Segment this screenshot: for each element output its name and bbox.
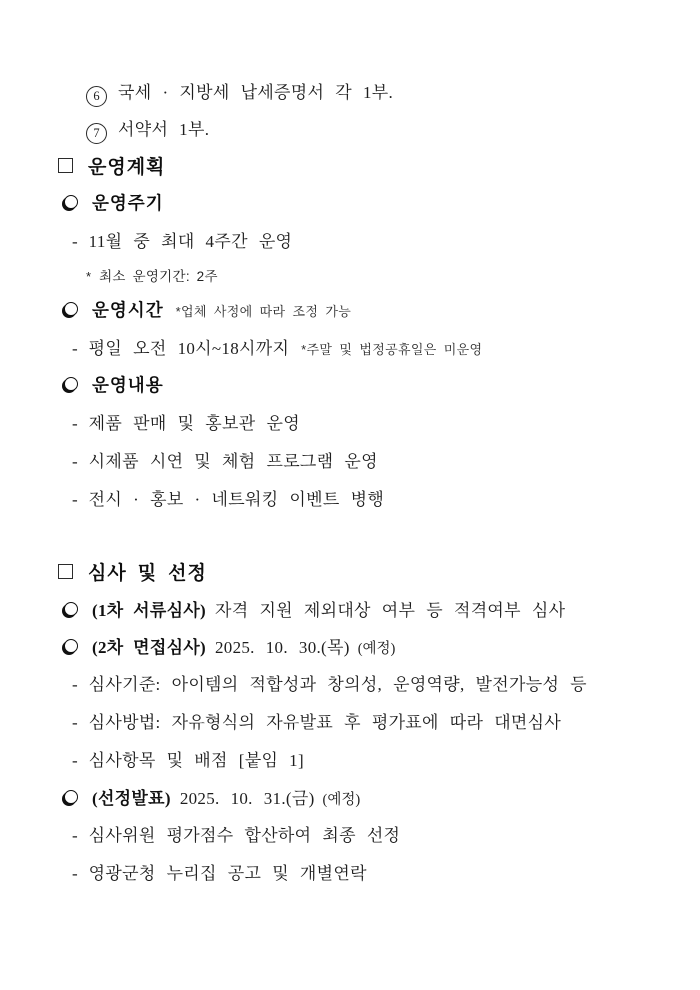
- line-text: 심사위원 평가점수 합산하여 최종 선정: [88, 826, 401, 845]
- subsection-title: 운영시간: [92, 300, 164, 320]
- doc-line-circled: [58, 115, 664, 142]
- item-suffix: (예정): [357, 641, 396, 657]
- doc-line-dash: [58, 447, 664, 472]
- line-text: 서약서 1부.: [118, 120, 210, 139]
- dash-bullet: -: [72, 864, 78, 883]
- subsection-title: 운영주기: [92, 193, 164, 213]
- dash-bullet: -: [72, 490, 78, 509]
- doc-line-dash: [58, 746, 664, 771]
- square-bullet-icon: [58, 564, 73, 579]
- line-text: 2025. 10. 30.(목): [214, 638, 350, 657]
- doc-line-section: [58, 152, 664, 179]
- doc-line-sub: [58, 190, 664, 215]
- dash-bullet: -: [72, 414, 78, 433]
- doc-line-dash: [58, 409, 664, 434]
- dash-bullet: -: [72, 826, 78, 845]
- doc-line-sub: [58, 372, 664, 397]
- doc-line-dash: [58, 821, 664, 846]
- line-text: 평일 오전 10시~18시까지: [88, 339, 290, 358]
- line-text: 시제품 시연 및 체험 프로그램 운영: [88, 452, 378, 471]
- circle-bullet-icon: [64, 377, 78, 391]
- circle-bullet-icon: [64, 302, 78, 316]
- doc-line-circled: [58, 78, 664, 105]
- dash-bullet: -: [72, 713, 78, 732]
- line-text: 2025. 10. 31.(금): [179, 789, 315, 808]
- line-text: 자격 지원 제외대상 여부 등 적격여부 심사: [214, 601, 566, 620]
- doc-line-dash: [58, 670, 664, 695]
- footnote-text: 최소 운영기간: 2주: [99, 269, 218, 284]
- asterisk-marker: *: [86, 269, 92, 284]
- doc-line-section: [58, 558, 664, 585]
- doc-line-sub: [58, 297, 664, 322]
- doc-line-subitem: [58, 633, 664, 658]
- item-label: (1차 서류심사): [92, 601, 206, 620]
- circle-bullet-icon: [64, 602, 78, 616]
- dash-bullet: -: [72, 675, 78, 694]
- line-text: 국세 · 지방세 납세증명서 각 1부.: [118, 83, 394, 102]
- line-text: 제품 판매 및 홍보관 운영: [88, 414, 300, 433]
- dash-bullet: -: [72, 452, 78, 471]
- dash-bullet: -: [72, 751, 78, 770]
- doc-line-dash: [58, 859, 664, 884]
- line-text: 심사기준: 아이템의 적합성과 창의성, 운영역량, 발전가능성 등: [88, 675, 587, 694]
- circle-bullet-icon: [64, 639, 78, 653]
- line-text: 심사항목 및 배점 [붙임 1]: [88, 751, 304, 770]
- dash-bullet: -: [72, 232, 78, 251]
- circle-bullet-icon: [64, 195, 78, 209]
- doc-line-subitem: [58, 596, 664, 621]
- circled-number-marker: 7: [86, 123, 107, 144]
- section-title: 심사 및 선정: [88, 563, 207, 584]
- circled-number-marker: 6: [86, 86, 107, 107]
- section-title: 운영계획: [88, 157, 166, 178]
- circle-bullet-icon: [64, 790, 78, 804]
- doc-line-note: [58, 265, 664, 285]
- doc-line-dash: [58, 485, 664, 510]
- inline-footnote: *업체 사정에 따라 조정 가능: [175, 304, 352, 319]
- doc-line-dash: [58, 708, 664, 733]
- line-text: 심사방법: 자유형식의 자유발표 후 평가표에 따라 대면심사: [88, 713, 562, 732]
- doc-line-subitem: [58, 784, 664, 809]
- item-suffix: (예정): [322, 792, 361, 808]
- item-label: (2차 면접심사): [92, 638, 206, 657]
- doc-line-dash: [58, 334, 664, 359]
- line-text: 영광군청 누리집 공고 및 개별연락: [88, 864, 367, 883]
- line-text: 11월 중 최대 4주간 운영: [88, 232, 293, 251]
- subsection-title: 운영내용: [92, 375, 164, 395]
- square-bullet-icon: [58, 158, 73, 173]
- doc-line-dash: [58, 227, 664, 252]
- line-text: 전시 · 홍보 · 네트워킹 이벤트 병행: [88, 490, 385, 509]
- item-label: (선정발표): [92, 789, 171, 808]
- inline-footnote: *주말 및 법정공휴일은 미운영: [301, 342, 483, 357]
- dash-bullet: -: [72, 339, 78, 358]
